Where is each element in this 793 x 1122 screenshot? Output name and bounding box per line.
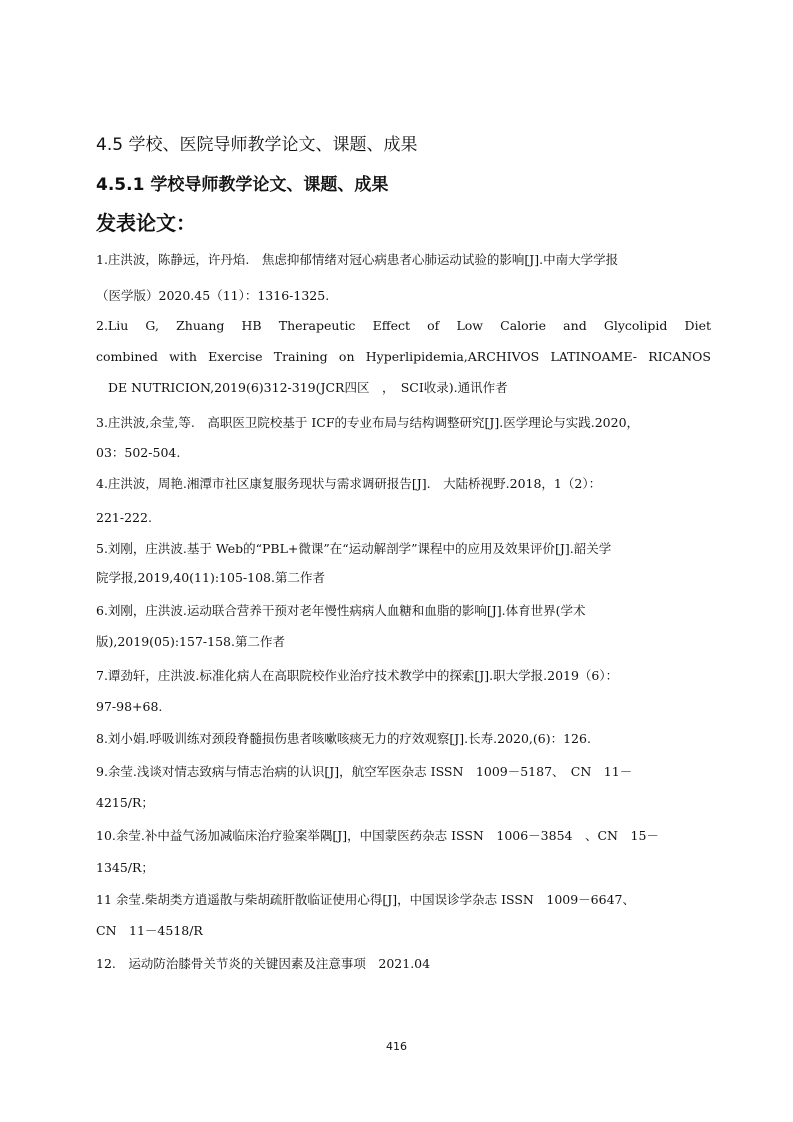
publication-line: 221-222. — [96, 510, 152, 525]
subsection-heading: 4.5.1 学校导师教学论文、课题、成果 — [96, 175, 389, 195]
publication-line: 院学报,2019,40(11):105-108.第二作者 — [96, 570, 325, 585]
section-heading: 4.5 学校、医院导师教学论文、课题、成果 — [96, 135, 418, 155]
publication-line: （医学版）2020.45（11）：1316-1325. — [96, 288, 330, 303]
publication-line: 9.余莹.浅谈对情志致病与情志治病的认识[J]，航空军医杂志 ISSN 1009－5187、 CN 11－ — [96, 764, 633, 779]
publication-line: combined with Exercise Training on Hyperlipidemia,ARCHIVOS LATINOAME- RICANOS — [96, 349, 711, 364]
publication-line: 7.谭劲轩，庄洪波.标准化病人在高职院校作业治疗技术教学中的探索[J].职大学报.2019（6）： — [96, 668, 619, 683]
publication-line: 11 余莹.柴胡类方逍遥散与柴胡疏肝散临证使用心得[J]，中国误诊学杂志 ISSN 1009－6647、 — [96, 892, 635, 907]
publications-title: 发表论文： — [96, 211, 196, 235]
publication-line: 10.余莹.补中益气汤加减临床治疗验案举隅[J]，中国蒙医药杂志 ISSN 1006－3854 、CN 15－ — [96, 828, 659, 843]
publication-line: 3.庄洪波,余莹,等. 高职医卫院校基于 ICF的专业布局与结构调整研究[J].医学理论与实践.2020， — [96, 415, 640, 430]
publication-line: 5.刘刚，庄洪波.基于 Web的“PBL+微课”在“运动解剖学”课程中的应用及效果评价[J].韶关学 — [96, 541, 612, 556]
publication-line: 97-98+68. — [96, 699, 163, 714]
publication-line: 1.庄洪波，陈静远，许丹焰. 焦虑抑郁情绪对冠心病患者心肺运动试验的影响[J].中南大学学报 — [96, 252, 619, 267]
publication-line: 4.庄洪波，周艳.湘潭市社区康复服务现状与需求调研报告[J]. 大陆桥视野.2018，1（2）： — [96, 476, 602, 491]
page-number: 416 — [386, 1040, 407, 1053]
publication-line: CN 11－4518/R — [96, 923, 203, 938]
publication-line: 2.Liu G, Zhuang HB Therapeutic Effect of Low Calorie and Glycolipid Diet — [96, 318, 711, 333]
publication-line: 03：502-504. — [96, 445, 181, 460]
publication-line: DE NUTRICION,2019(6)312-319(JCR四区 ， SCI收录).通讯作者 — [108, 380, 508, 395]
publication-line: 4215/R； — [96, 795, 154, 810]
publication-line: 版),2019(05):157-158.第二作者 — [96, 634, 285, 649]
publication-line: 8.刘小娟.呼吸训练对颈段脊髓损伤患者咳嗽咳痰无力的疗效观察[J].长寿.2020,(6)：126. — [96, 731, 591, 746]
publication-line: 12. 运动防治膝骨关节炎的关键因素及注意事项 2021.04 — [96, 956, 431, 971]
publication-line: 6.刘刚，庄洪波.运动联合营养干预对老年慢性病病人血糖和血脂的影响[J].体育世界(学术 — [96, 603, 586, 618]
publication-line: 1345/R； — [96, 860, 154, 875]
